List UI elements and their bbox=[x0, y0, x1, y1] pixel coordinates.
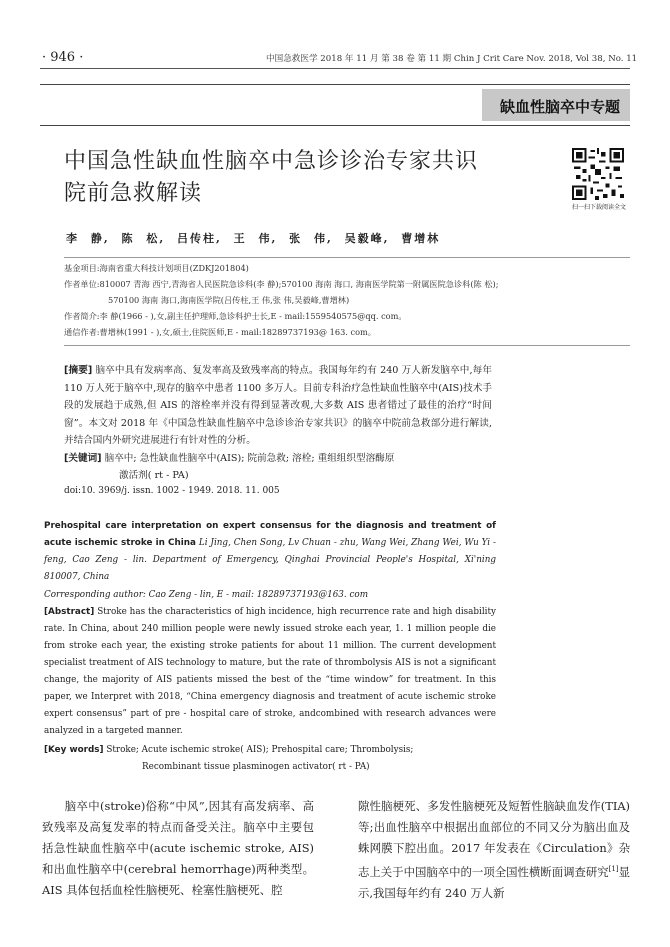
meta-rule-bottom bbox=[64, 345, 630, 346]
english-title-block bbox=[44, 518, 496, 586]
author-metadata bbox=[64, 260, 630, 340]
keywords-cn-label: [关键词] bbox=[64, 452, 102, 464]
qr-code-icon bbox=[572, 148, 624, 200]
doi: doi:10. 3969/j. issn. 1002 - 1949. 2018. 11. 005 bbox=[64, 486, 280, 496]
english-abstract-label: [Abstract] bbox=[44, 607, 95, 617]
running-title: 中国急救医学 2018 年 11 月 第 38 卷 第 11 期 Chin J Crit Care Nov. 2018, Vol 38, No. 11 bbox=[266, 54, 638, 64]
english-keywords-line-2: Recombinant tissue plasminogen activator( rt - PA) bbox=[142, 762, 370, 772]
english-keywords-line-1: Stroke; Acute ischemic stroke( AIS); Prehospital care; Thrombolysis; bbox=[106, 745, 414, 755]
english-corresponding bbox=[44, 587, 496, 604]
affiliation-line-1: 作者单位:810007 青海 西宁,青海省人民医院急诊科(李 静);570100 海南 海口, 海南医学院第一附属医院急诊科(陈 松); bbox=[64, 279, 499, 289]
english-title: Prehospital care interpretation on expert consensus for the diagnosis and treatment of acute ischemic stroke in China bbox=[44, 521, 496, 548]
affiliation-line-2: 570100 海南 海口,海南医学院(吕传柱,王 伟,张 伟,吴毅峰,曹增林) bbox=[108, 295, 350, 305]
article-title bbox=[64, 146, 544, 210]
keywords-cn-line-1: 脑卒中; 急性缺血性脑卒中(AIS); 院前急救; 溶栓; 重组组织型溶酶原 bbox=[104, 452, 395, 464]
keywords-cn bbox=[64, 450, 492, 468]
abstract-cn-label: [摘要] bbox=[64, 365, 93, 376]
qr-caption: 扫一扫下载阅读全文 bbox=[571, 204, 626, 211]
author-bio: 作者简介:李 静(1966 - ),女,副主任护理师,急诊科护士长,E - mail:1559540575@qq. com。 bbox=[64, 311, 407, 321]
header-rule bbox=[40, 68, 630, 69]
author-list: 李 静, 陈 松, 吕传柱, 王 伟, 张 伟, 吴毅峰, 曹增林 bbox=[66, 232, 441, 245]
citation-ref[interactable]: [1] bbox=[608, 865, 619, 873]
title-line-1: 中国急性缺血性脑卒中急诊诊治专家共识 bbox=[64, 149, 479, 174]
english-corresponding-text: Corresponding author: Cao Zeng - lin, E - mail: 18289737193@163. com bbox=[44, 590, 369, 600]
body-column-right bbox=[358, 796, 630, 904]
english-keywords-label: [Key words] bbox=[44, 745, 104, 755]
topic-banner bbox=[40, 84, 630, 126]
english-authors-affiliation: Li Jing, Chen Song, Lv Chuan - zhu, Wang Wei, Zhang Wei, Wu Yi - feng, Cao Zeng - lin. Department of Emergency, Qinghai Provincial People's Hospital, Xi'ning 810007, China bbox=[44, 538, 496, 582]
english-keywords bbox=[44, 742, 496, 776]
body-right-text-1: 隙性脑梗死、多发性脑梗死及短暂性脑缺血发作(TIA)等;出血性脑卒中根据出血部位的不同又分为脑出血及蛛网膜下腔出血。2017 年发表在《Circulation》杂志上关于中国脑卒中的一项全国性横断面调查研究 bbox=[358, 799, 630, 879]
page-number: · 946 · bbox=[42, 50, 84, 65]
keywords-cn-line-2: 激活剂( rt - PA) bbox=[119, 470, 189, 481]
english-abstract bbox=[44, 604, 496, 740]
corresponding-author-cn: 通信作者:曹增林(1991 - ),女,硕士,住院医师,E - mail:18289737193@ 163. com。 bbox=[64, 327, 376, 337]
abstract-cn-text: 脑卒中具有发病率高、复发率高及致残率高的特点。我国每年约有 240 万人新发脑卒中,每年 110 万人死于脑卒中,现存的脑卒中患者 1100 多万人。目前专科治疗急性缺血性脑卒中(AIS)技术手段的发展趋于成熟,但 AIS 的溶栓率并没有得到显著改观,大多数 AIS 患者错过了最佳的治疗“时间窗”。本文对 2018 年《中国急性缺血性脑卒中急诊诊治专家共识》的脑卒中院前急救部分进行解读,并结合国内外研究进展进行有针对性的分析。 bbox=[64, 365, 492, 446]
banner-label: 缺血性脑卒中专题 bbox=[499, 98, 620, 116]
abstract-cn bbox=[64, 362, 492, 485]
title-line-2: 院前急救解读 bbox=[64, 181, 203, 206]
body-column-left: 脑卒中(stroke)俗称“中风”,因其有高发病率、高致残率及高复发率的特点而备受关注。脑卒中主要包括急性缺血性脑卒中(acute ischemic stroke, AIS)和出血性脑卒中(cerebral hemorrhage)两种类型。AIS 具体包括血栓性脑梗死、栓塞性脑梗死、腔 bbox=[42, 799, 314, 897]
english-abstract-text: Stroke has the characteristics of high incidence, high recurrence rate and high disability rate. In China, about 240 million people were newly issued stroke each year, 1. 1 million people die from stroke each year, the existing stroke patients for about 11 million. The current development specialist treatment of AIS technology to mature, but the rate of thrombolysis AIS is not a significant change, the majority of AIS patients missed the best of the “time window” for treatment. In this paper, we Interpret with 2018, “China emergency diagnosis and treatment of acute ischemic stroke expert consensus” part of pre - hospital care of stroke, andcombined with research advances were analyzed in a targeted manner. bbox=[44, 607, 496, 736]
fund-line: 基金项目:海南省重大科技计划项目(ZDKJ201804) bbox=[64, 263, 249, 273]
meta-rule-top bbox=[64, 257, 630, 258]
body-right-text-2: 显示,我国每年约有 240 万人新 bbox=[358, 864, 630, 900]
